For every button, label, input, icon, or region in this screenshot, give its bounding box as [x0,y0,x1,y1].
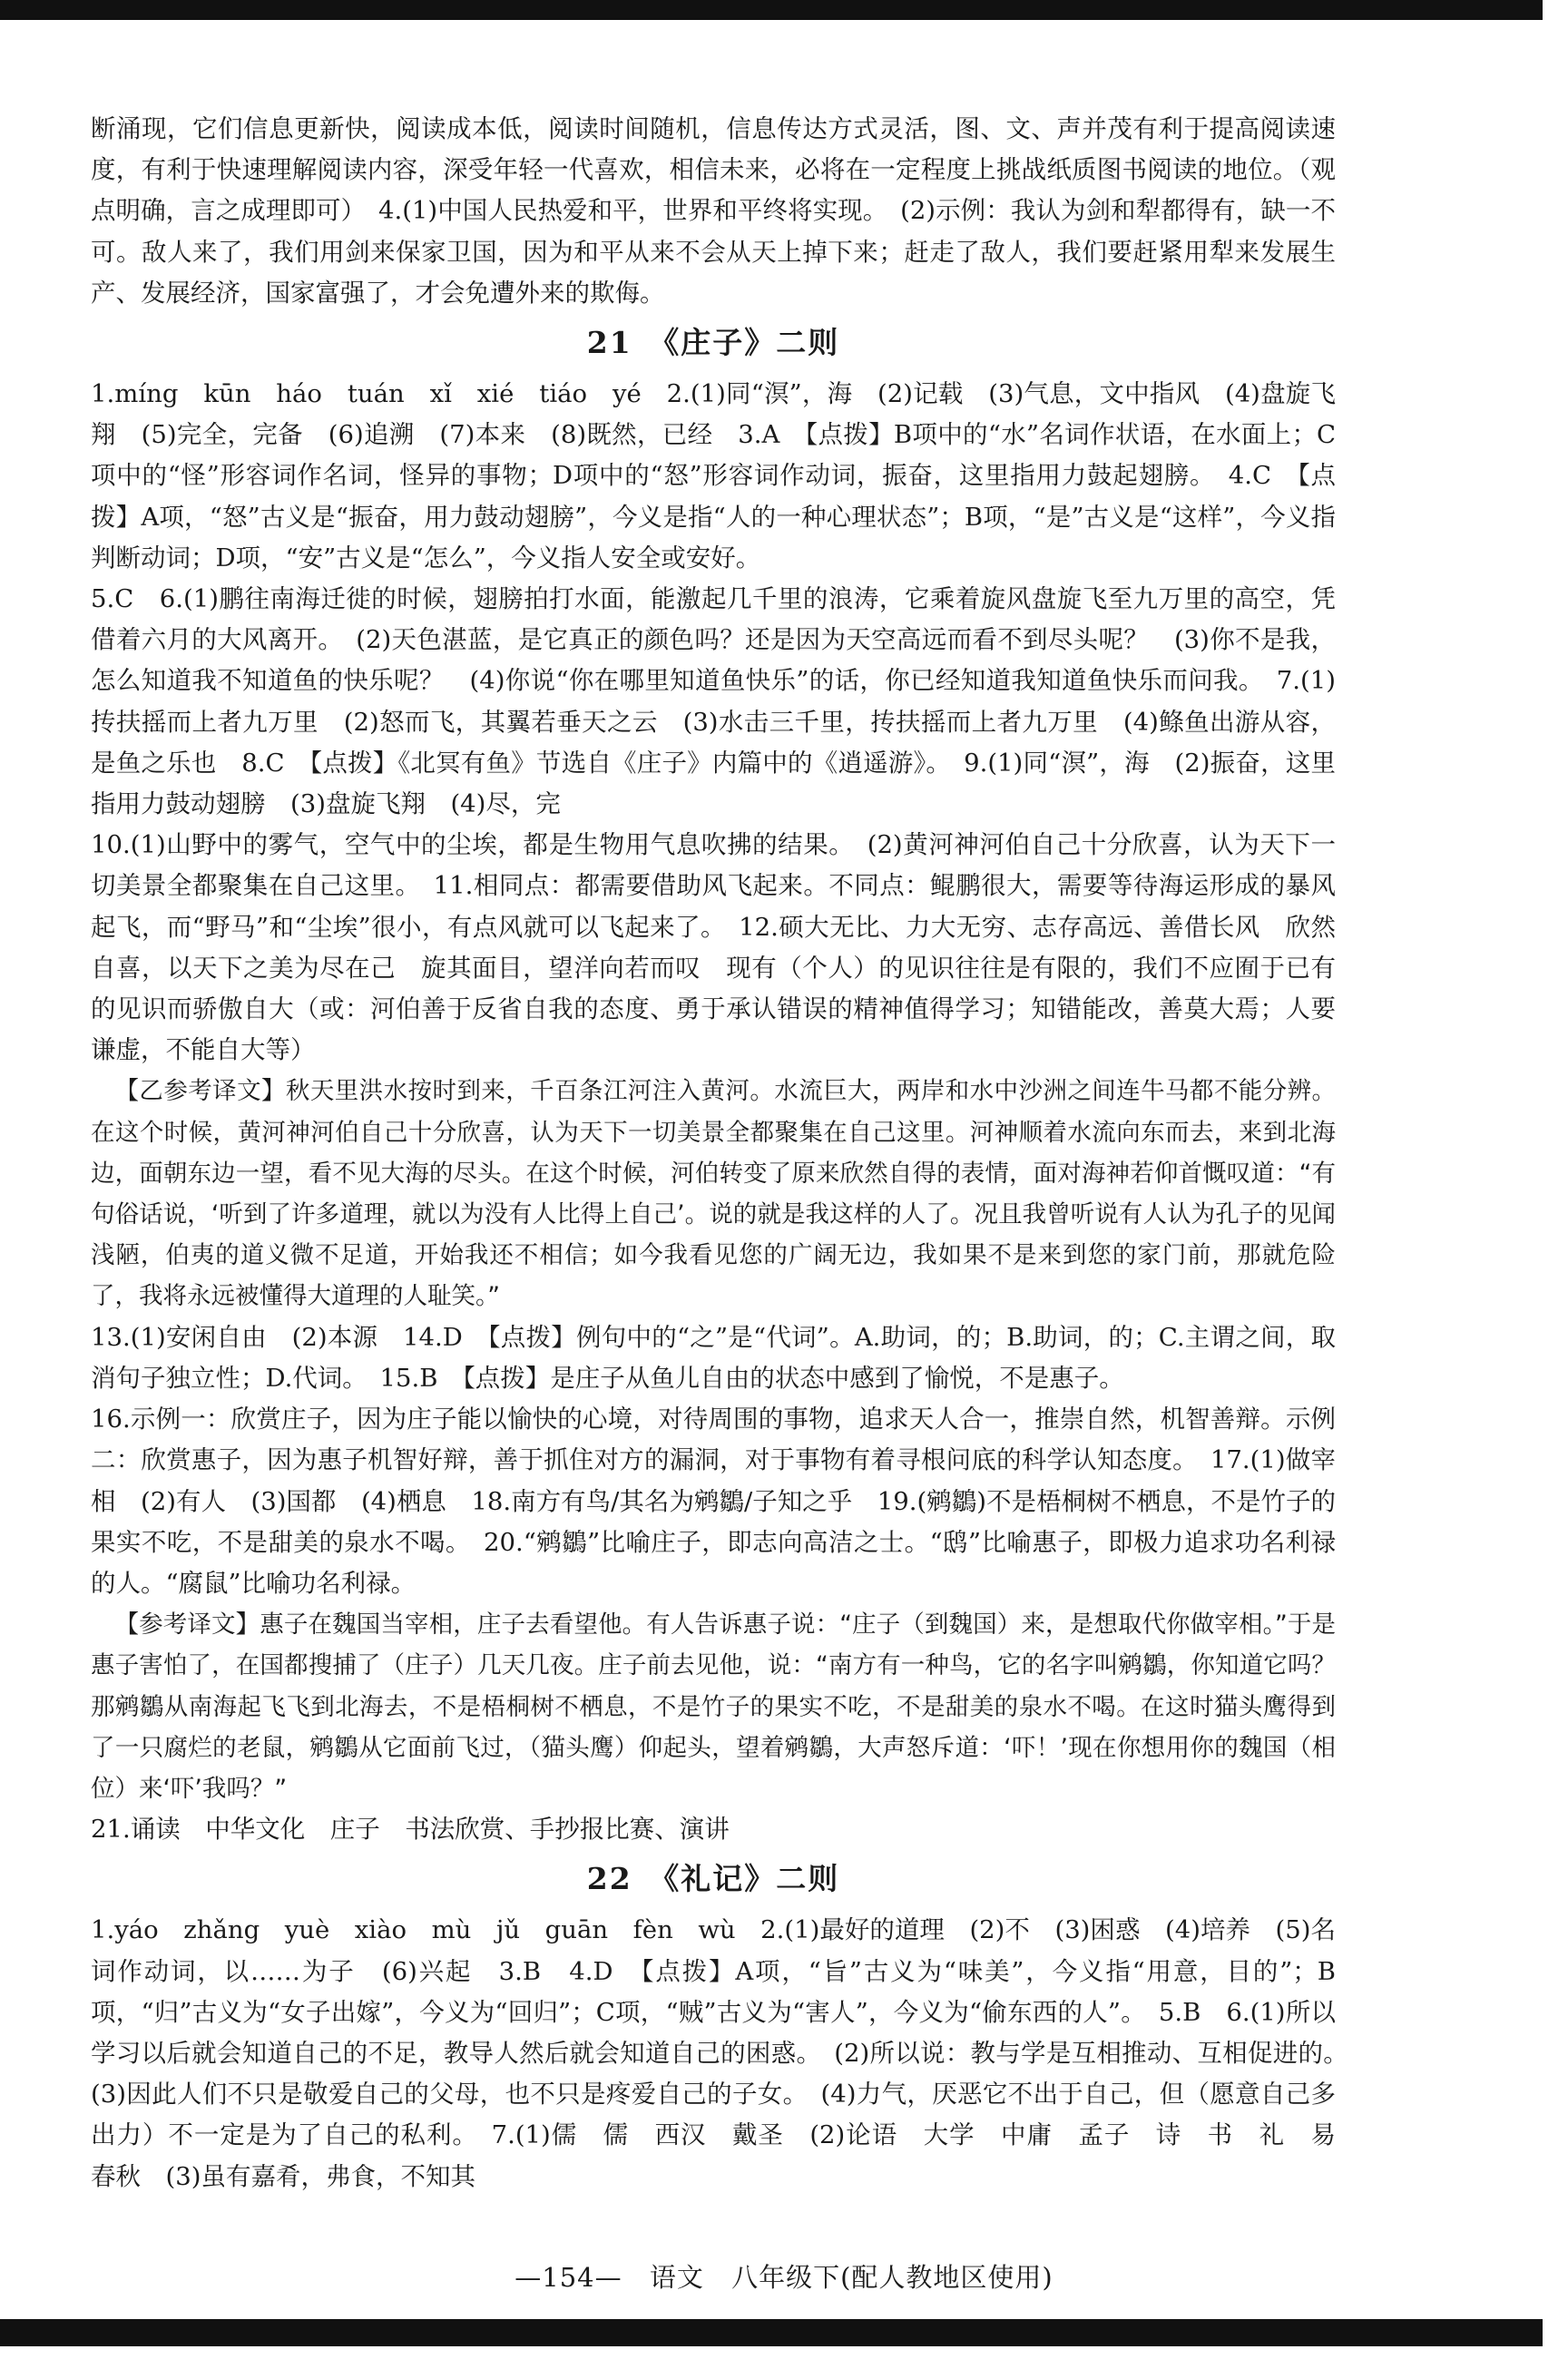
answer-paragraph: 断涌现，它们信息更新快，阅读成本低，阅读时间随机，信息传达方式灵活，图、文、声并茂有利于提高阅读速度，有利于快速理解阅读内容，深受年轻一代喜欢，相信未来，必将在一定程度上挑战纸质图书阅读的地位。（观点明确，言之成理即可） 4.(1)中国人民热爱和平，世界和平终将实现。 (2)示例：我认为剑和犁都得有，缺一不可。敌人来了，我们用剑来保家卫国，因为和平从来不会从天上掉下来；赶走了敌人，我们要赶紧用犁来发展生产、发展经济，国家富强了，才会免遭外来的欺侮。 [91,114,1336,308]
section-heading: 21 《庄子》二则 [586,325,840,361]
answer-paragraph: 1.yáo zhǎng yuè xiào mù jǔ guān fèn wù 2.(1)最好的道理 (2)不 (3)困惑 (4)培养 (5)名词作动词，以……为子 (6)兴起 3.B 4.D 【点拨】A项，“旨”古义为“味美”，今义指“用意，目的”；B项，“归”古义为“女子出嫁”，今义为“回归”；C项，“贼”古义为“害人”，今义为“偷东西的人”。 5.B 6.(1)所以学习以后就会知道自己的不足，教导人然后就会知道自己的困惑。 (2)所以说：教与学是互相推动、互相促进的。 (3)因此人们不只是敬爱自己的父母，也不只是疼爱自己的子女。 (4)力气，厌恶它不出于自己，但（愿意自己多出力）不一定是为了自己的私利。 7.(1)儒 儒 西汉 戴圣 (2)论语 大学 中庸 孟子 诗 书 礼 易 春秋 (3)虽有嘉肴，弗食，不知其 [91,1915,1361,2191]
bottom-border-bar [0,2319,1543,2346]
translation-paragraph: 【参考译文】惠子在魏国当宰相，庄子去看望他。有人告诉惠子说：“庄子（到魏国）来，是想取代你做宰相。”于是惠子害怕了，在国都搜捕了（庄子）几天几夜。庄子前去见他，说：“南方有一种鸟，它的名字叫鹓鶵，你知道它吗？那鹓鶵从南海起飞飞到北海去，不是梧桐树不栖息，不是竹子的果实不吃，不是甜美的泉水不喝。在这时猫头鹰得到了一只腐烂的老鼠，鹓鶵从它面前飞过，（猫头鹰）仰起头，望着鹓鶵，大声怒斥道：‘吓！’现在你想用你的魏国（相位）来‘吓’我吗？” [91,1610,1336,1803]
top-border-bar [0,0,1543,20]
subject-label: 语文 [649,2262,704,2293]
grade-label: 八年级下(配人教地区使用) [731,2262,1054,2293]
answer-paragraph: 16.示例一：欣赏庄子，因为庄子能以愉快的心境，对待周围的事物，追求天人合一，推崇自然，机智善辩。示例二：欣赏惠子，因为惠子机智好辩，善于抓住对方的漏洞，对于事物有着寻根问底的科学认知态度。 17.(1)做宰相 (2)有人 (3)国都 (4)栖息 18.南方有鸟/其名为鹓鶵/子知之乎 19.(鹓鶵)不是梧桐树不栖息，不是竹子的果实不吃，不是甜美的泉水不喝。 20.“鹓鶵”比喻庄子，即志向高洁之士。“鸱”比喻惠子，即极力追求功名利禄的人。“腐鼠”比喻功名利禄。 [91,1405,1336,1598]
translation-paragraph: 【乙参考译文】秋天里洪水按时到来，千百条江河注入黄河。水流巨大，两岸和水中沙洲之间连牛马都不能分辨。在这个时候，黄河神河伯自己十分欣喜，认为天下一切美景全都聚集在自己这里。河神顺着水流向东而去，来到北海边，面朝东边一望，看不见大海的尽头。在这个时候，河伯转变了原来欣然自得的表情，面对海神若仰首慨叹道：“有句俗话说，‘听到了许多道理，就以为没有人比得上自己’。说的就是我这样的人了。况且我曾听说有人认为孔子的见闻浅陋，伯夷的道义微不足道，开始我还不相信；如今我看见您的广阔无边，我如果不是来到您的家门前，那就危险了，我将永远被懂得大道理的人耻笑。” [91,1077,1336,1311]
answer-paragraph: 10.(1)山野中的雾气，空气中的尘埃，都是生物用气息吹拂的结果。 (2)黄河神河伯自己十分欣喜，认为天下一切美景全都聚集在自己这里。 11.相同点：都需要借助风飞起来。不同点：鲲鹏很大，需要等待海运形成的暴风起飞，而“野马”和“尘埃”很小，有点风就可以飞起来了。 12.硕大无比、力大无穷、志存高远、善借长风 欣然自喜，以天下之美为尽在己 旋其面目，望洋向若而叹 现有（个人）的见识往往是有限的，我们不应囿于已有的见识而骄傲自大（或：河伯善于反省自我的态度、勇于承认错误的精神值得学习；知错能改，善莫大焉；人要谦虚，不能自大等） [91,830,1336,1065]
answer-paragraph: 5.C 6.(1)鹏往南海迁徙的时候，翅膀拍打水面，能激起几千里的浪涛，它乘着旋风盘旋飞至九万里的高空，凭借着六月的大风离开。 (2)天色湛蓝，是它真正的颜色吗？还是因为天空高远而看不到尽头呢？ (3)你不是我，怎么知道我不知道鱼的快乐呢？ (4)你说“你在哪里知道鱼快乐”的话，你已经知道我知道鱼快乐而问我。 7.(1)抟扶摇而上者九万里 (2)怒而飞，其翼若垂天之云 (3)水击三千里，抟扶摇而上者九万里 (4)鲦鱼出游从容，是鱼之乐也 8.C 【点拨】《北冥有鱼》节选自《庄子》内篇中的《逍遥游》。 9.(1)同“溟”，海 (2)振奋，这里指用力鼓动翅膀 (3)盘旋飞翔 (4)尽，完 [91,584,1336,819]
section-heading: 22 《礼记》二则 [586,1861,840,1897]
answer-content [91,109,1361,2198]
answer-paragraph: 21.诵读 中华文化 庄子 书法欣赏、手抄报比赛、演讲 [91,1815,730,1845]
answer-paragraph: 13.(1)安闲自由 (2)本源 14.D 【点拨】例句中的“之”是“代词”。A.助词，的；B.助词，的；C.主谓之间，取消句子独立性；D.代词。 15.B 【点拨】是庄子从鱼儿自由的状态中感到了愉悦，不是惠子。 [91,1322,1336,1393]
page-footer [0,2257,1568,2295]
page-number: —154— [514,2262,622,2293]
answer-paragraph: 1.míng kūn háo tuán xǐ xié tiáo yé 2.(1)同“溟”，海 (2)记载 (3)气息，文中指风 (4)盘旋飞翔 (5)完全，完备 (6)追溯 (7)本来 (8)既然，已经 3.A 【点拨】B项中的“水”名词作状语，在水面上；C项中的“怪”形容词作名词，怪异的事物；D项中的“怒”形容词作动词，振奋，这里指用力鼓起翅膀。 4.C 【点拨】A项，“怒”古义是“振奋，用力鼓动翅膀”，今义是指“人的一种心理状态”；B项，“是”古义是“这样”，今义指判断动词；D项，“安”古义是“怎么”，今义指人安全或安好。 [91,379,1336,573]
